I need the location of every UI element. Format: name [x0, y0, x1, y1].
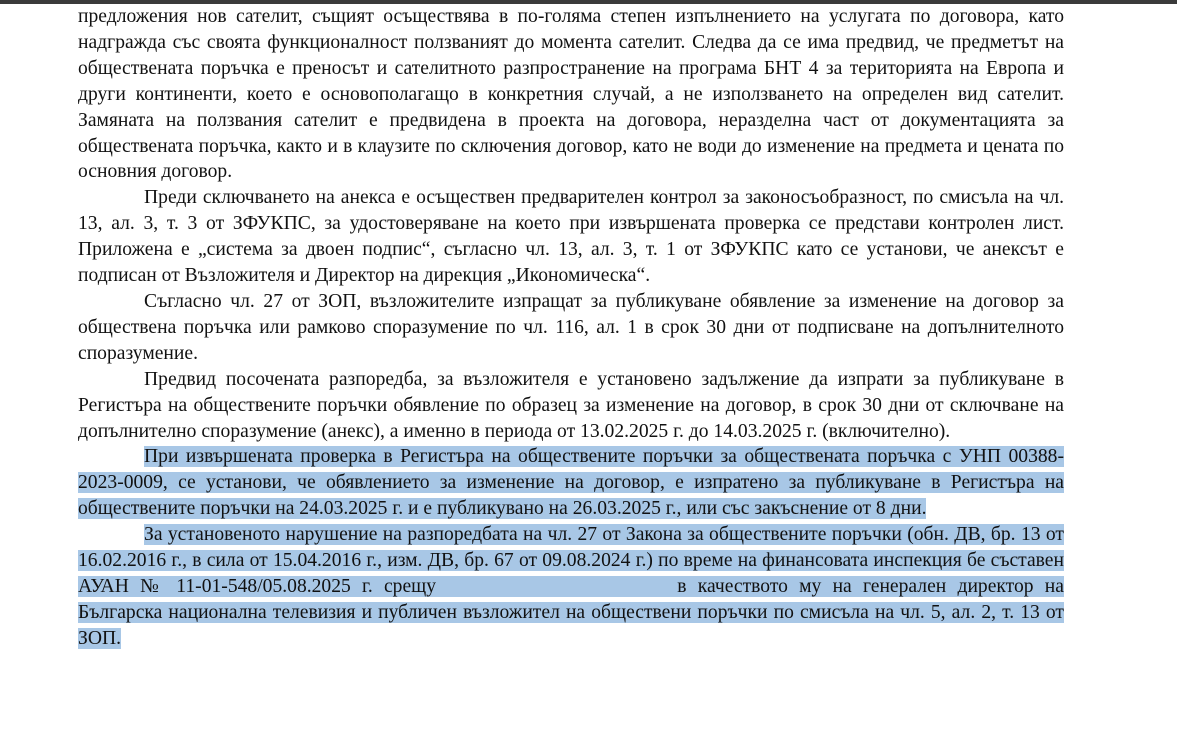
paragraph-zop-article-27: Съгласно чл. 27 от ЗОП, възложителите изпращат за публикуване обявление за изменение на договор за обществена поръчка или рамково споразумение по чл. 116, ал. 1 в срок 30 дни от подписване на допълнителното споразумение. [78, 290, 1064, 364]
highlighted-selection: При извършената проверка в Регистъра на обществените поръчки за обществената поръчка с УНП 00388-2023-0009, се установи, че обявлението за изменение на договор, е изпратено за публикуване в Регистъра на обществените поръчки на 24.03.2025 г. и е публикувано на 26.03.2025 г., или със закъснение от 8 дни. [78, 446, 1064, 520]
paragraph-contract-continuation: предложения нов сателит, същият осъществява в по-голяма степен изпълнението на услугата по договора, като надгражда със своята функционалност ползваният до момента сателит. Следва да се има предвид, че предметът на обществената поръчка е преносът и сателитното разпространение на програма БНТ 4 за територията на Европа и други континенти, което е основополагащо в конкретния случай, а не използването на определен вид сателит. Замяната на ползвания сателит е предвидена в проекта на договора, неразделна част от документацията за обществената поръчка, както и в клаузите по сключения договор, като не води до изменение на предмета и цената по основния договор. [78, 6, 1064, 183]
document-page [78, 4, 1064, 652]
violation-text-before-redaction: За установеното нарушение на разпоредбата на чл. 27 от Закона за обществените поръчки (обн. ДВ, бр. 13 от 16.02.2016 г., в сила от 15.04.2016 г., изм. ДВ, бр. 67 от 09.08.2024 г.) по време на финансовата инспекция бе съставен АУАН № 11-01-548/05.08.2025 г. срещу [78, 524, 1064, 597]
violation-text-after-redaction: в качеството му на генерален директор на Българска национална телевизия и публичен възложител на обществени поръчки по смисъла на чл. 5, ал. 2, т. 13 от ЗОП. [78, 575, 1064, 649]
paragraph-publication-deadline: Предвид посочената разпоредба, за възложителя е установено задължение да изпрати за публикуване в Регистъра на обществените поръчки обявление по образец за изменение на договор, в срок 30 дни от сключване на допълнително споразумение (анекс), а именно в периода от 13.02.2025 г. до 14.03.2025 г. (включително). [78, 368, 1064, 442]
paragraph-preliminary-control: Преди сключването на анекса е осъществен предварителен контрол за законосъобразност, по смисъла на чл. 13, ал. 3, т. 3 от ЗФУКПС, за удостоверяване на което при извършената проверка се представи контролен лист. Приложена е „система за двоен подпис“, съгласно чл. 13, ал. 3, т. 1 от ЗФУКПС като се установи, че анексът е подписан от Възложителя и Директор на дирекция „Икономическа“. [78, 187, 1064, 287]
highlighted-selection [78, 524, 1064, 649]
paragraph-violation-act [78, 522, 1064, 652]
paragraph-inspection-finding [78, 444, 1064, 522]
